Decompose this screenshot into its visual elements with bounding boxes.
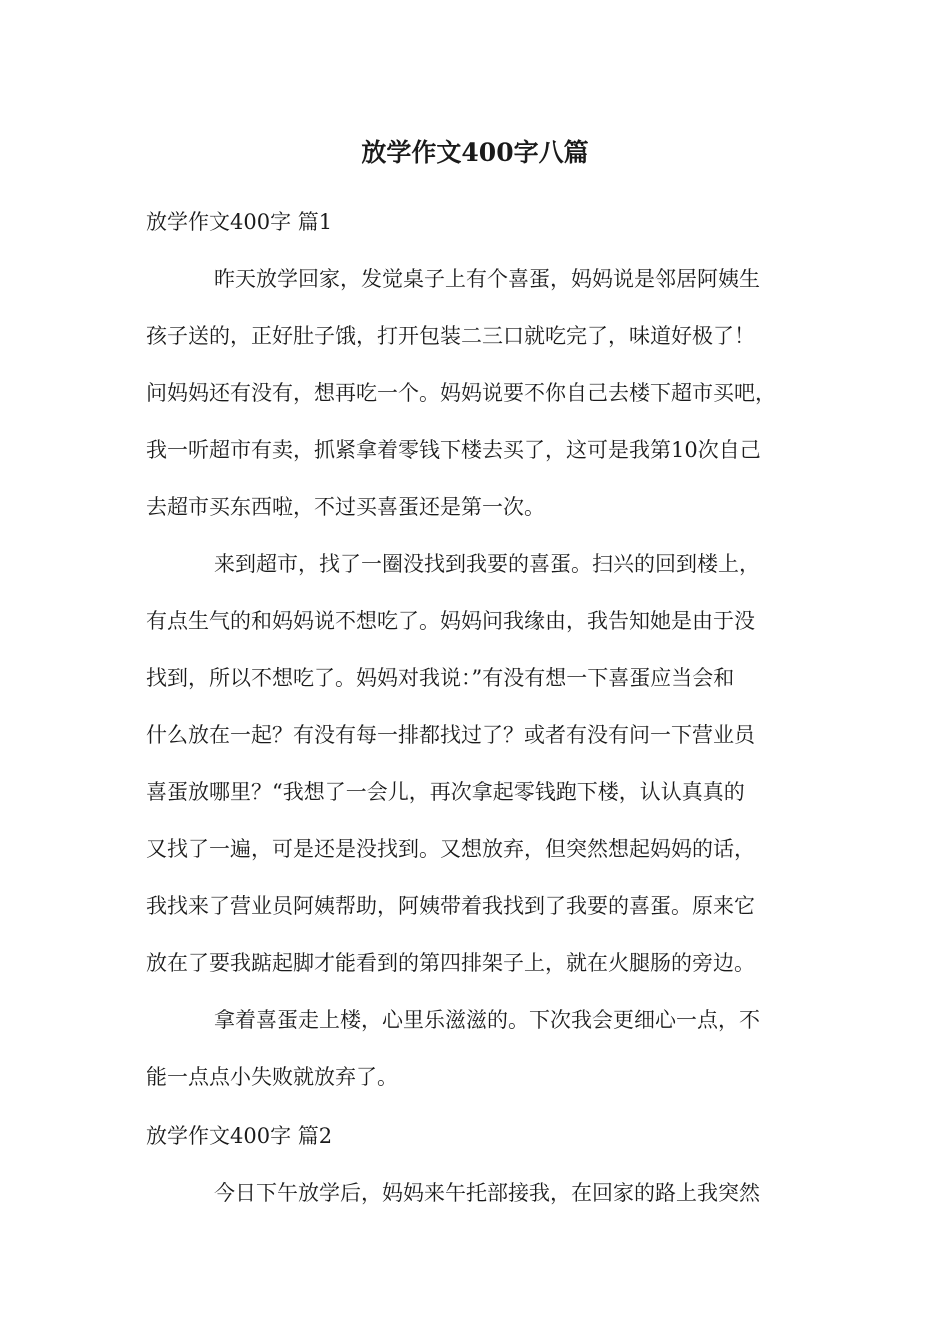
- paragraph-line: 拿着喜蛋走上楼，心里乐滋滋的。下次我会更细心一点，不: [214, 1008, 760, 1032]
- paragraph-line: 又找了一遍，可是还是没找到。又想放弃，但突然想起妈妈的话，: [146, 837, 755, 861]
- paragraph-line: 喜蛋放哪里？“我想了一会儿，再次拿起零钱跑下楼，认认真真的: [146, 780, 745, 804]
- paragraph-line: 我找来了营业员阿姨帮助，阿姨带着我找到了我要的喜蛋。原来它: [146, 894, 755, 918]
- page-title: 放学作文400字八篇: [361, 138, 589, 167]
- paragraph-line: 去超市买东西啦，不过买喜蛋还是第一次。: [146, 495, 545, 519]
- paragraph-line: 孩子送的，正好肚子饿，打开包装二三口就吃完了，味道好极了！: [146, 324, 755, 348]
- paragraph-line: 问妈妈还有没有，想再吃一个。妈妈说要不你自己去楼下超市买吧，: [146, 381, 776, 405]
- paragraph-line: 放在了要我踮起脚才能看到的第四排架子上，就在火腿肠的旁边。: [146, 951, 755, 975]
- paragraph-line: 今日下午放学后，妈妈来午托部接我，在回家的路上我突然: [214, 1181, 760, 1205]
- paragraph-line: 能一点点小失败就放弃了。: [146, 1065, 398, 1089]
- section-heading-2: 放学作文400字 篇2: [146, 1124, 333, 1148]
- paragraph-line: 有点生气的和妈妈说不想吃了。妈妈问我缘由，我告知她是由于没: [146, 609, 755, 633]
- paragraph-line: 找到，所以不想吃了。妈妈对我说：”有没有想一下喜蛋应当会和: [146, 666, 735, 690]
- paragraph-line: 我一听超市有卖，抓紧拿着零钱下楼去买了，这可是我第10次自己: [146, 438, 761, 462]
- paragraph-line: 来到超市，找了一圈没找到我要的喜蛋。扫兴的回到楼上，: [214, 552, 760, 576]
- paragraph-line: 什么放在一起？有没有每一排都找过了？或者有没有问一下营业员: [146, 723, 755, 747]
- section-heading-1: 放学作文400字 篇1: [146, 210, 333, 234]
- paragraph-line: 昨天放学回家，发觉桌子上有个喜蛋，妈妈说是邻居阿姨生: [214, 267, 760, 291]
